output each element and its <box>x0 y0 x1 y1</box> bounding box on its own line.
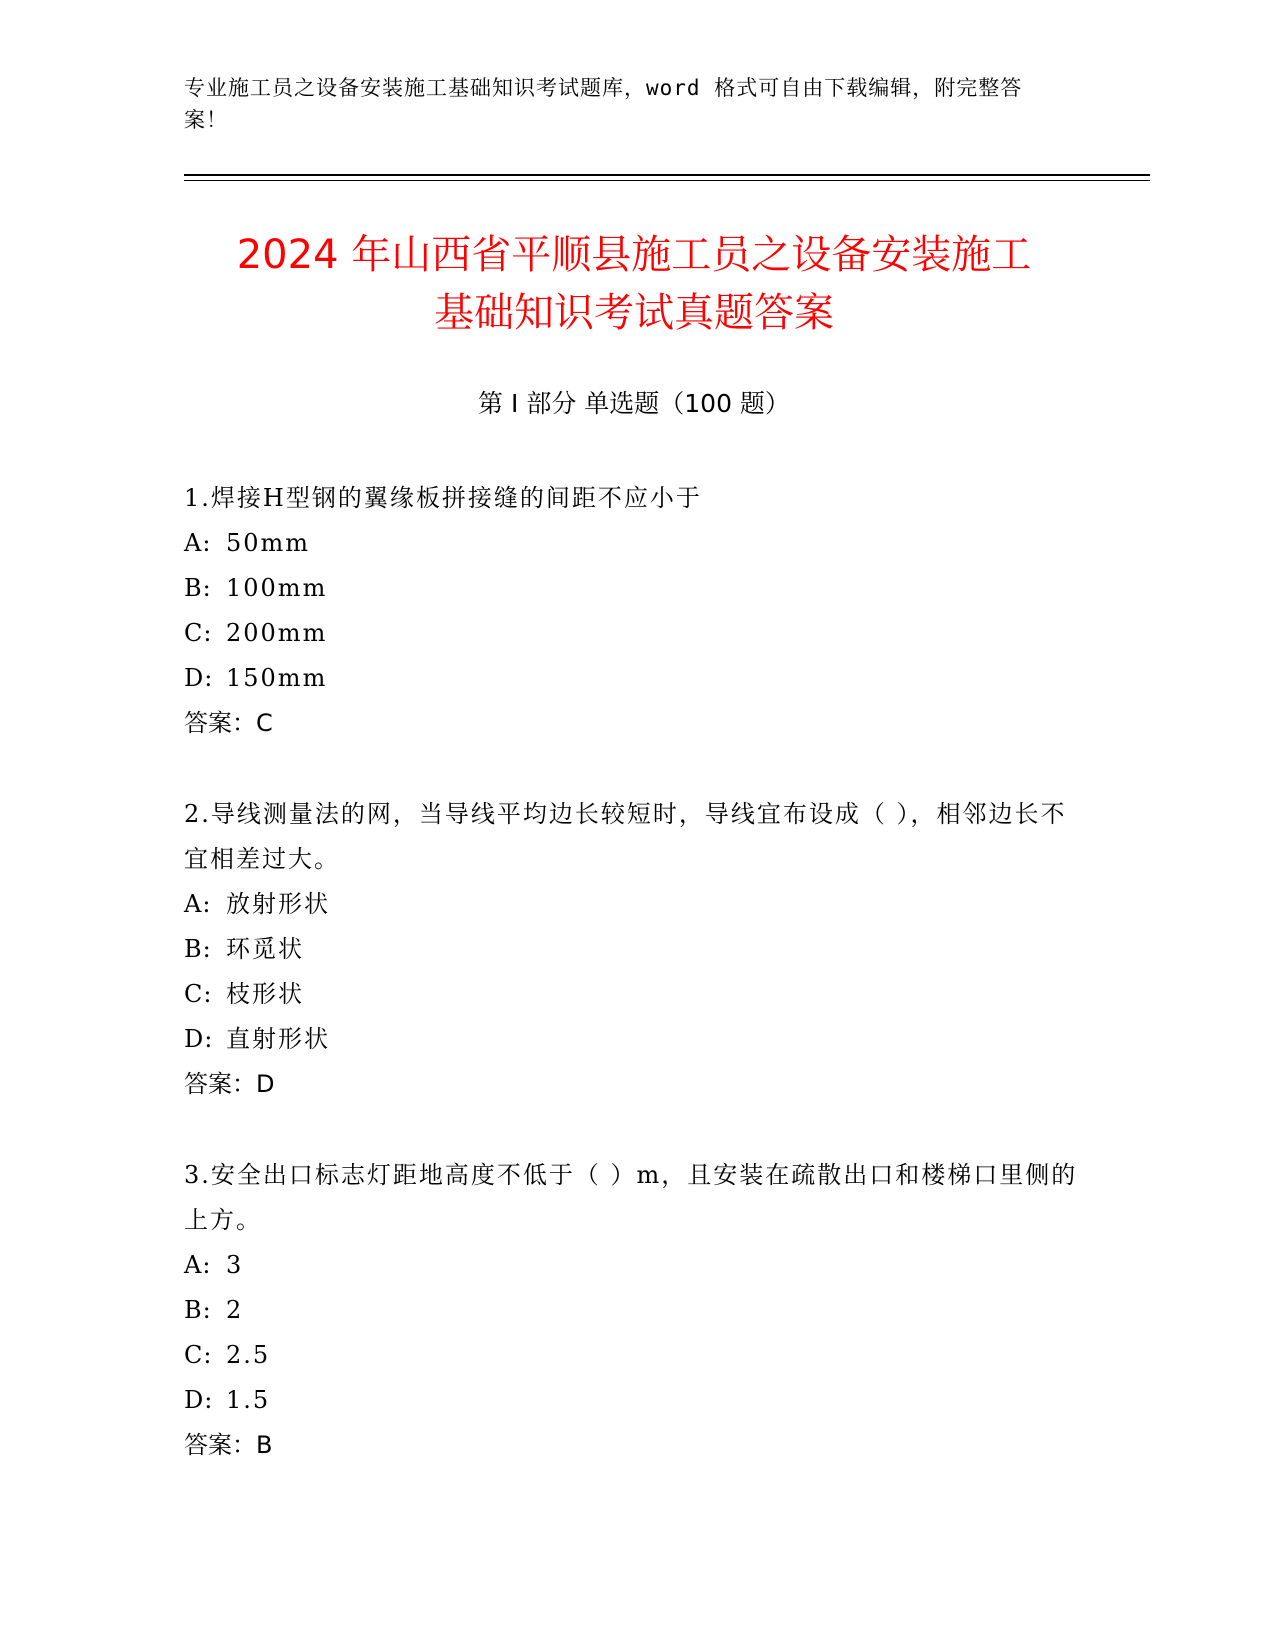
option-label: A: <box>184 890 212 918</box>
option-d <box>184 1017 1084 1062</box>
question-2 <box>184 792 1084 1107</box>
answer-label: 答案： <box>184 709 256 737</box>
option-text: 3 <box>226 1251 244 1279</box>
option-text: 1.5 <box>226 1386 271 1414</box>
header-divider-thick <box>184 174 1150 176</box>
option-c <box>184 611 1084 656</box>
option-label: D: <box>184 664 214 692</box>
option-label: B: <box>184 574 212 602</box>
answer <box>184 701 1084 746</box>
answer-value: B <box>256 1431 273 1459</box>
question-stem: 3.安全出口标志灯距地高度不低于（ ）m，且安装在疏散出口和楼梯口里侧的上方。 <box>184 1161 1078 1234</box>
option-text: 直射形状 <box>226 1025 330 1053</box>
header-divider-thin <box>184 180 1150 181</box>
option-a <box>184 882 1084 927</box>
option-c <box>184 972 1084 1017</box>
document-title-line-2: 基础知识考试真题答案 <box>434 290 834 336</box>
document-title-line-1: 2024 年山西省平顺县施工员之设备安装施工 <box>236 232 1032 278</box>
answer <box>184 1423 1084 1468</box>
question-1 <box>184 476 1084 746</box>
option-a <box>184 1243 1084 1288</box>
option-label: B: <box>184 1296 212 1324</box>
option-label: B: <box>184 935 212 963</box>
answer-label: 答案： <box>184 1431 256 1459</box>
option-text: 100mm <box>226 574 328 602</box>
option-label: C: <box>184 980 213 1008</box>
option-text: 环觅状 <box>226 935 304 963</box>
option-label: C: <box>184 1341 213 1369</box>
question-3 <box>184 1153 1084 1468</box>
option-a <box>184 521 1084 566</box>
option-b <box>184 566 1084 611</box>
document-title <box>184 226 1084 342</box>
section-heading: 第 I 部分 单选题（100 题） <box>478 389 790 418</box>
option-text: 2.5 <box>226 1341 271 1369</box>
option-d <box>184 1378 1084 1423</box>
option-label: C: <box>184 619 213 647</box>
option-text: 2 <box>226 1296 244 1324</box>
option-text: 枝形状 <box>226 980 304 1008</box>
option-d <box>184 656 1084 701</box>
question-stem: 2.导线测量法的网，当导线平均边长较短时，导线宜布设成（ ），相邻边长不宜相差过大。 <box>184 800 1067 873</box>
answer-label: 答案： <box>184 1070 256 1098</box>
option-label: A: <box>184 529 212 557</box>
option-b <box>184 927 1084 972</box>
answer-value: C <box>256 709 273 737</box>
option-b <box>184 1288 1084 1333</box>
answer-value: D <box>256 1070 275 1098</box>
option-label: A: <box>184 1251 212 1279</box>
answer <box>184 1062 1084 1107</box>
question-list <box>184 476 1084 1514</box>
question-stem: 1.焊接H型钢的翼缘板拼接缝的间距不应小于 <box>184 484 702 512</box>
option-label: D: <box>184 1386 214 1414</box>
option-c <box>184 1333 1084 1378</box>
option-text: 150mm <box>226 664 328 692</box>
header-note: 专业施工员之设备安装施工基础知识考试题库，word 格式可自由下载编辑，附完整答案！ <box>184 76 1023 132</box>
option-text: 200mm <box>226 619 328 647</box>
option-text: 50mm <box>226 529 311 557</box>
option-label: D: <box>184 1025 214 1053</box>
option-text: 放射形状 <box>226 890 330 918</box>
